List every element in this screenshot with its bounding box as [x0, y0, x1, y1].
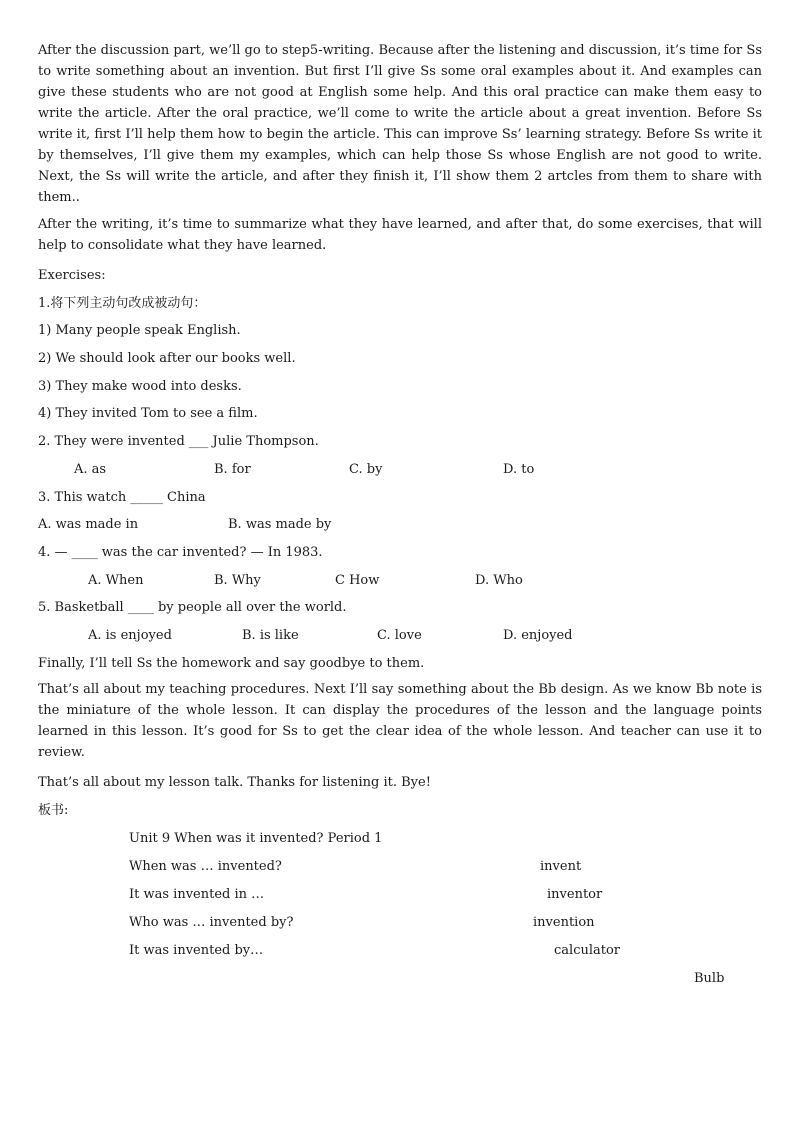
exercises-heading: Exercises: [38, 268, 106, 283]
option-b: B. Why [214, 572, 261, 588]
exercise-3-options [38, 511, 762, 539]
board-word: invention [533, 914, 595, 930]
option-a: A. is enjoyed [88, 627, 172, 643]
board-row [38, 853, 762, 881]
exercise-3-stem: 3. This watch _____ China [38, 489, 206, 505]
option-b: B. for [214, 461, 251, 477]
paragraph-bb-design: That’s all about my teaching procedures. Next I’ll say something about the Bb design. As we know Bb note is the miniature of the whole lesson. It can display the procedures of the lesson and the language points learned in this lesson. It’s good for Ss to get the clear idea of the whole lesson. And teacher can use it to review. [38, 682, 762, 761]
board-phrase: Who was … invented by? [129, 914, 294, 930]
board-phrase: It was invented by… [129, 942, 264, 958]
exercise-2-options [38, 456, 762, 484]
option-a: A. as [74, 461, 107, 477]
paragraph-writing-step: After the discussion part, we’ll go to step5-writing. Because after the listening and discussion, it’s time for Ss to write something about an invention. But first I’ll give Ss some oral examples about it. And examples can give these students who are not good at English some help. And this oral practice can make them easy to write the article. After the oral practice, we’ll come to write the article about a great invention. Before Ss write it, first I’ll help them how to begin the article. This can improve Ss’ learning strategy. Before Ss write it by themselves, I’ll give them my examples, which can help those Ss whose English are not good to write. Next, the Ss will write the article, and after they finish it, I’ll show them 2 artcles from them to share with them.. [38, 43, 762, 205]
document-page [38, 40, 762, 993]
exercise-4-options [38, 567, 762, 595]
board-label: 板书: [38, 803, 69, 818]
exercise-5-stem: 5. Basketball ____ by people all over the world. [38, 600, 347, 616]
board-word: invent [540, 858, 582, 874]
board-phrase: When was … invented? [129, 858, 282, 874]
exercise-2-stem: 2. They were invented ___ Julie Thompson. [38, 434, 319, 450]
option-c: C How [335, 572, 380, 588]
exercise-4-stem: 4. — ____ was the car invented? — In 1983. [38, 544, 323, 560]
board-title-row [38, 825, 762, 853]
exercise-1-item: 1) Many people speak English. [38, 323, 241, 339]
exercise-1-item: 2) We should look after our books well. [38, 351, 296, 367]
board-word: inventor [547, 886, 603, 902]
option-d: D. to [503, 461, 535, 477]
exercise-5-options [38, 622, 762, 650]
exercise-1-item: 3) They make wood into desks. [38, 378, 242, 394]
option-d: D. Who [475, 572, 523, 588]
option-a: A. was made in [38, 517, 139, 533]
option-c: C. love [377, 627, 422, 643]
board-word: calculator [554, 942, 621, 958]
board-extra-row [38, 965, 762, 993]
exercise-1-title: 1.将下列主动句改成被动句： [38, 295, 207, 311]
paragraph-homework: Finally, I’ll tell Ss the homework and say goodbye to them. [38, 655, 425, 671]
exercise-1-item: 4) They invited Tom to see a film. [38, 406, 258, 422]
option-b: B. is like [242, 627, 299, 643]
board-row [38, 909, 762, 937]
board-row [38, 881, 762, 909]
paragraph-summary: After the writing, it’s time to summarize what they have learned, and after that, do some exercises, that will help to consolidate what they have learned. [38, 217, 762, 253]
paragraph-goodbye: That’s all about my lesson talk. Thanks for listening it. Bye! [38, 775, 431, 791]
board-word-bulb: Bulb [694, 970, 725, 986]
option-c: C. by [349, 461, 383, 477]
board-phrase: It was invented in … [129, 886, 265, 902]
option-b: B. was made by [228, 517, 332, 533]
board-title: Unit 9 When was it invented? Period 1 [129, 830, 383, 846]
board-row [38, 937, 762, 965]
option-d: D. enjoyed [503, 627, 573, 643]
option-a: A. When [88, 572, 144, 588]
